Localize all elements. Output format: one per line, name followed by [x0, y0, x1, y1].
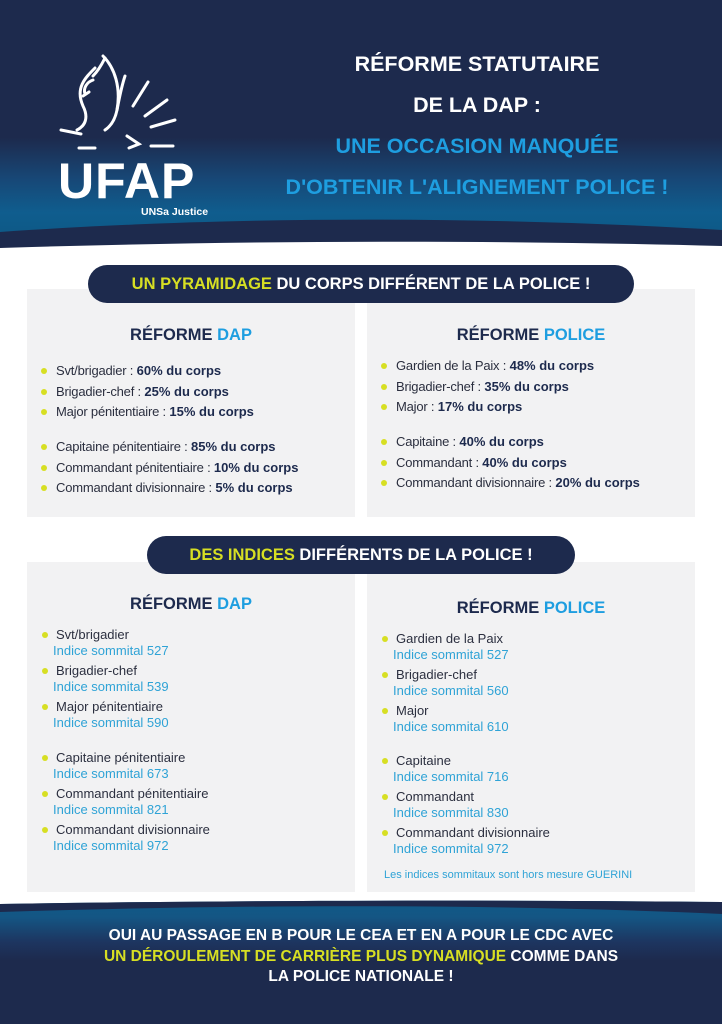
list-item: Commandant pénitentiaire : 10% du corps	[41, 458, 298, 479]
list-item: Svt/brigadier : 60% du corps	[41, 361, 254, 382]
banner-highlight: DES INDICES	[189, 546, 295, 564]
panel-dap-indices	[27, 562, 355, 892]
banner-text: DU CORPS DIFFÉRENT DE LA POLICE !	[271, 275, 591, 293]
flame-icon	[55, 48, 195, 153]
footnote: Les indices sommitaux sont hors mesure GUERINI	[384, 869, 633, 881]
footer-message	[0, 926, 722, 988]
title-line-2: DE LA DAP :	[413, 93, 541, 117]
panel-dap-pyramidage	[27, 289, 355, 517]
ufap-logo	[55, 48, 209, 218]
list-item: Major pénitentiaire Indice sommital 590	[41, 699, 169, 731]
section-banner-indices	[147, 536, 575, 574]
footer-wave-divider	[0, 898, 722, 928]
grade-list	[41, 361, 254, 423]
logo-subtitle: UNSa Justice	[141, 206, 209, 218]
list-item: Commandant divisionnaire Indice sommital 972	[41, 822, 210, 854]
grade-list	[41, 437, 298, 499]
header-wave-divider	[0, 210, 722, 250]
panel-title: RÉFORME POLICE	[456, 326, 606, 344]
list-item: Capitaine : 40% du corps	[381, 432, 640, 453]
banner-text: DIFFÉRENTS DE LA POLICE !	[294, 546, 533, 564]
list-item: Commandant divisionnaire : 5% du corps	[41, 478, 298, 499]
title-line-3: UNE OCCASION MANQUÉE	[335, 134, 619, 158]
list-item: Capitaine pénitentiaire : 85% du corps	[41, 437, 298, 458]
list-item: Brigadier-chef Indice sommital 560	[381, 667, 509, 699]
title-line-4: D'OBTENIR L'ALIGNEMENT POLICE !	[285, 175, 669, 199]
panel-title: RÉFORME POLICE	[456, 599, 606, 617]
indice-list	[41, 750, 210, 858]
list-item: Brigadier-chef Indice sommital 539	[41, 663, 169, 695]
list-item: Major pénitentiaire : 15% du corps	[41, 402, 254, 423]
list-item: Capitaine pénitentiaire Indice sommital 673	[41, 750, 210, 782]
indice-list	[41, 627, 169, 735]
logo-wordmark: UFAP	[58, 153, 196, 209]
footer-line-2: UN DÉROULEMENT DE CARRIÈRE PLUS DYNAMIQUE COMME DANS	[103, 947, 619, 965]
footer-banner	[0, 898, 722, 1024]
footer-highlight: UN DÉROULEMENT DE CARRIÈRE PLUS DYNAMIQUE	[103, 947, 507, 965]
banner-highlight: UN PYRAMIDAGE	[131, 275, 272, 293]
list-item: Major : 17% du corps	[381, 397, 594, 418]
list-item: Commandant : 40% du corps	[381, 453, 640, 474]
list-item: Commandant divisionnaire : 20% du corps	[381, 473, 640, 494]
list-item: Major Indice sommital 610	[381, 703, 509, 735]
list-item: Capitaine Indice sommital 716	[381, 753, 550, 785]
title-line-1: RÉFORME STATUTAIRE	[354, 52, 600, 76]
panel-title: RÉFORME DAP	[130, 326, 252, 344]
list-item: Brigadier-chef : 25% du corps	[41, 382, 254, 403]
list-item: Gardien de la Paix : 48% du corps	[381, 356, 594, 377]
list-item: Commandant Indice sommital 830	[381, 789, 550, 821]
list-item: Commandant pénitentiaire Indice sommital 821	[41, 786, 210, 818]
page-title	[232, 44, 722, 208]
panel-police-pyramidage	[367, 289, 695, 517]
header-banner	[0, 0, 722, 250]
grade-list	[381, 432, 640, 494]
grade-list	[381, 356, 594, 418]
list-item: Brigadier-chef : 35% du corps	[381, 377, 594, 398]
section-banner-pyramidage	[88, 265, 634, 303]
list-item: Gardien de la Paix Indice sommital 527	[381, 631, 509, 663]
list-item: Svt/brigadier Indice sommital 527	[41, 627, 169, 659]
indice-list	[381, 631, 509, 739]
indice-list	[381, 753, 550, 861]
footer-line-1: OUI AU PASSAGE EN B POUR LE CEA ET EN A POUR LE CDC AVEC	[108, 927, 614, 944]
panel-title: RÉFORME DAP	[130, 595, 252, 613]
panel-police-indices	[367, 562, 695, 892]
list-item: Commandant divisionnaire Indice sommital 972	[381, 825, 550, 857]
footer-line-3: LA POLICE NATIONALE !	[268, 968, 454, 985]
